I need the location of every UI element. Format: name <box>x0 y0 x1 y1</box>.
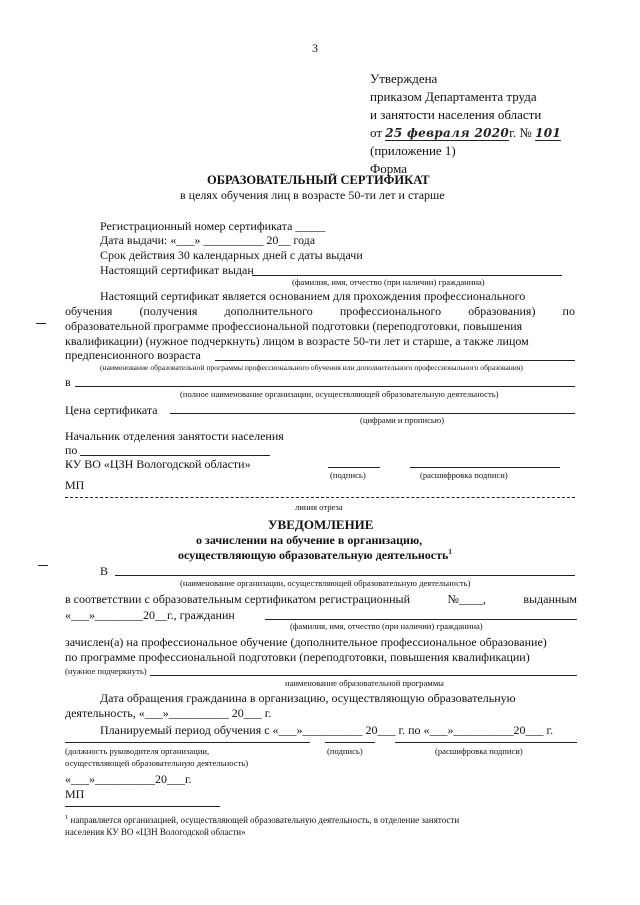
cut-line <box>65 497 575 498</box>
reg-number: Регистрационный номер сертификата _____ <box>100 219 326 233</box>
notice-title: УВЕДОМЛЕНИЕ <box>268 517 374 532</box>
cert-para-line-1: Настоящий сертификат является основанием для прохождения профессионального <box>100 289 526 303</box>
footnote-line-2: населения КУ ВО «ЦЗН Вологодской области» <box>65 827 246 837</box>
notice-head-caption-2: осуществляющей образовательную деятельность) <box>65 758 249 768</box>
margin-mark-top <box>36 323 46 324</box>
approval-line-5: (приложение 1) <box>370 143 456 158</box>
chief-decode-caption: (расшифровка подписи) <box>420 470 508 480</box>
issued-to-caption: (фамилия, имя, отчество (при наличии) гражданина) <box>292 277 485 287</box>
cert-mp: МП <box>65 478 85 492</box>
notice-head-caption-1: (должность руководителя организации, <box>65 746 210 756</box>
p2-word-5: образования) <box>468 304 536 318</box>
approval-line-2: приказом Департамента труда <box>370 89 537 104</box>
approval-line-1: Утверждена <box>370 71 438 86</box>
chief-region-line <box>80 455 270 456</box>
issued-to-line <box>252 275 562 276</box>
chief-decode-line <box>410 467 560 468</box>
notice-org-caption: (наименование организации, осуществляющей образовательную деятельность) <box>180 578 471 588</box>
p2-word-4: профессионального <box>339 304 442 318</box>
approval-from: от <box>370 125 383 140</box>
notice-subtitle-2-text: осуществляющую образовательную деятельность <box>178 548 449 562</box>
notice-row-5: (нужное подчеркнуть) <box>65 666 147 676</box>
p2-word-3: дополнительного <box>224 304 313 318</box>
notice-row-1-a: в соответствии с образовательным сертификатом регистрационный <box>65 592 411 606</box>
cut-line-label: линия отреза <box>295 502 343 512</box>
notice-row-1-c: выданным <box>523 592 577 606</box>
cert-para-line-2 <box>65 305 575 317</box>
notice-row-3: зачислен(а) на профессиональное обучение (дополнительное профессиональное образование) <box>65 635 547 649</box>
approval-line-6: Форма <box>370 161 407 176</box>
chief-sign-line <box>328 467 380 468</box>
price-caption: (цифрами и прописью) <box>360 415 445 425</box>
footnote-text-1: направляется организацией, осуществляющей образовательную деятельность, в отделение занятости <box>70 815 460 825</box>
notice-decode-caption: (расшифровка подписи) <box>435 746 523 756</box>
notice-sign-caption: (подпись) <box>327 746 363 756</box>
approval-line-3: и занятости населения области <box>370 107 542 122</box>
notice-date-line: «___»__________20___г. <box>65 772 192 786</box>
approval-number-handwritten: 101 <box>535 126 562 140</box>
footnote-line-1 <box>65 815 459 825</box>
notice-row-1 <box>65 593 577 605</box>
notice-row-1-b: №____, <box>447 592 486 606</box>
notice-row-2: «___»________20__г., гражданин <box>65 608 235 622</box>
program-caption: (наименование образовательной программы профессионального обучения или дополнительного профессионального образования) <box>100 363 523 372</box>
notice-mp: МП <box>65 787 85 801</box>
notice-footnote-ref: 1 <box>448 548 452 556</box>
notice-decode-line <box>395 742 577 743</box>
footnote-separator <box>65 806 220 807</box>
footnote-marker: 1 <box>65 814 69 821</box>
notice-program-line <box>150 675 577 676</box>
notice-row-7: деятельность, «___»__________ 20___ г. <box>65 706 272 720</box>
price-line <box>170 413 575 414</box>
notice-row-6: Дата обращения гражданина в организацию, осуществляющую образовательную <box>100 691 516 705</box>
notice-head-line <box>65 742 310 743</box>
chief-line-2: по <box>65 443 78 457</box>
approval-g-no: г. № <box>509 125 532 140</box>
price-label: Цена сертификата <box>65 403 158 417</box>
org-line <box>75 386 575 387</box>
notice-subtitle-2 <box>178 549 452 561</box>
notice-sign-line <box>325 742 375 743</box>
p2-word-2: (получения <box>139 304 198 318</box>
notice-v-label: В <box>100 564 109 578</box>
notice-row-4: по программе профессиональной подготовки (переподготовки, повышения квалификации) <box>65 650 530 664</box>
notice-citizen-caption: (фамилия, имя, отчество (при наличии) гражданина) <box>290 621 483 631</box>
chief-sign-caption: (подпись) <box>330 470 366 480</box>
page-number: 3 <box>312 41 318 55</box>
issued-to-label: Настоящий сертификат выдан <box>100 263 254 277</box>
chief-line-1: Начальник отделения занятости населения <box>65 429 284 443</box>
margin-mark-bottom <box>38 565 48 566</box>
org-caption: (полное наименование организации, осуществляющей образовательную деятельность) <box>180 389 499 399</box>
cert-para-line-5: предпенсионного возраста <box>65 348 201 362</box>
cert-para-line-3: образовательной программе профессиональной подготовки (переподготовки, повышения <box>65 319 523 333</box>
program-line <box>215 360 575 361</box>
cert-para-line-4: квалификации) (нужное подчеркнуть) лицом в возрасте 50-ти лет и старше, а также лицом <box>65 334 529 348</box>
p2-word-1: обучения <box>65 304 113 318</box>
issue-date: Дата выдачи: «___» __________ 20__ года <box>100 233 316 247</box>
org-v-label: в <box>65 375 71 389</box>
certificate-title: ОБРАЗОВАТЕЛЬНЫЙ СЕРТИФИКАТ <box>207 173 430 187</box>
p2-word-6: по <box>562 304 575 318</box>
certificate-subtitle: в целях обучения лиц в возрасте 50-ти лет и старше <box>180 188 445 202</box>
notice-org-line <box>115 575 575 576</box>
validity: Срок действия 30 календарных дней с даты выдачи <box>100 248 363 262</box>
approval-date-handwritten: 25 февраля 2020 <box>385 126 510 140</box>
notice-subtitle-1: о зачислении на обучение в организацию, <box>196 533 423 547</box>
notice-row-8: Планируемый период обучения с «___»__________ 20___ г. по «___»__________20___ г. <box>100 723 554 737</box>
approval-line-4 <box>370 126 561 139</box>
notice-citizen-line <box>265 619 577 620</box>
chief-line-3: КУ ВО «ЦЗН Вологодской области» <box>65 457 251 471</box>
notice-program-caption: наименование образовательной программы <box>285 678 444 688</box>
